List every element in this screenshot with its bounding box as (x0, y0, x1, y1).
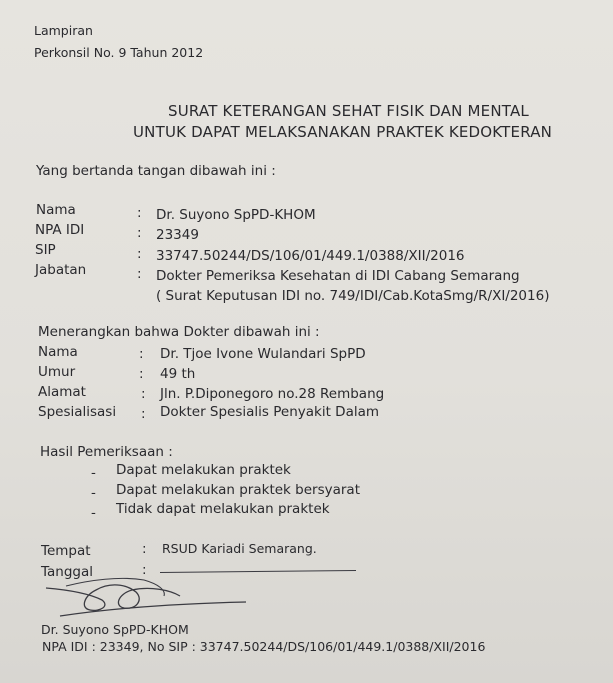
doctor-alamat-value: Jln. P.Diponegoro no.28 Rembang (160, 386, 385, 402)
intro-text: Yang bertanda tangan dibawah ini : (36, 163, 276, 179)
doctor-nama-label: Nama (38, 344, 78, 360)
doctor-umur-value: 49 th (160, 366, 196, 382)
tempat-value: RSUD Kariadi Semarang. (162, 541, 317, 556)
tempat-label: Tempat (41, 543, 91, 559)
bullet-dash: - (91, 485, 96, 501)
doctor-alamat-label: Alamat (38, 384, 86, 400)
hasil-item-1: Dapat melakukan praktek (116, 462, 291, 478)
signer-nama-value: Dr. Suyono SpPD-KHOM (156, 207, 316, 223)
signer-sip-value: 33747.50244/DS/106/01/449.1/0388/XII/2016 (156, 248, 465, 264)
signature-scribble (40, 566, 260, 626)
doctor-spesialisasi-label: Spesialisasi (38, 404, 117, 420)
signer-npa-label: NPA IDI (35, 222, 85, 238)
colon: : (141, 406, 146, 422)
bullet-dash: - (91, 505, 96, 521)
colon: : (142, 562, 147, 578)
colon: : (142, 541, 147, 557)
perkonsil-label: Perkonsil No. 9 Tahun 2012 (34, 45, 204, 60)
signer-jabatan-value: Dokter Pemeriksa Kesehatan di IDI Cabang Semarang (156, 268, 520, 284)
colon: : (141, 386, 146, 402)
title-line-2: UNTUK DAPAT MELAKSANAKAN PRAKTEK KEDOKTERAN (133, 123, 553, 141)
signer-jabatan-label: Jabatan (35, 262, 87, 278)
signer-sip-label: SIP (35, 242, 56, 258)
doctor-nama-value: Dr. Tjoe Ivone Wulandari SpPD (160, 346, 366, 362)
hasil-label: Hasil Pemeriksaan : (40, 444, 173, 460)
bullet-dash: - (91, 465, 96, 481)
signer-npa-value: 23349 (156, 227, 199, 243)
signer-jabatan-note: ( Surat Keputusan IDI no. 749/IDI/Cab.KotaSmg/R/XI/2016) (156, 288, 550, 304)
tanggal-label: Tanggal (41, 564, 94, 580)
signature-name: Dr. Suyono SpPD-KHOM (41, 622, 189, 637)
colon: : (137, 225, 142, 241)
colon: : (137, 246, 142, 262)
title-line-1: SURAT KETERANGAN SEHAT FISIK DAN MENTAL (168, 102, 529, 120)
colon: : (139, 366, 144, 382)
colon: : (137, 266, 142, 282)
signature-ids: NPA IDI : 23349, No SIP : 33747.50244/DS/106/01/449.1/0388/XII/2016 (42, 639, 486, 654)
doctor-spesialisasi-value: Dokter Spesialis Penyakit Dalam (160, 404, 380, 420)
doctor-umur-label: Umur (38, 364, 76, 380)
colon: : (137, 205, 142, 221)
hasil-item-2: Dapat melakukan praktek bersyarat (116, 482, 360, 498)
hasil-item-3: Tidak dapat melakukan praktek (116, 501, 330, 517)
signer-nama-label: Nama (36, 202, 76, 218)
colon: : (139, 346, 144, 362)
declare-text: Menerangkan bahwa Dokter dibawah ini : (38, 324, 320, 340)
lampiran-label: Lampiran (34, 23, 93, 38)
